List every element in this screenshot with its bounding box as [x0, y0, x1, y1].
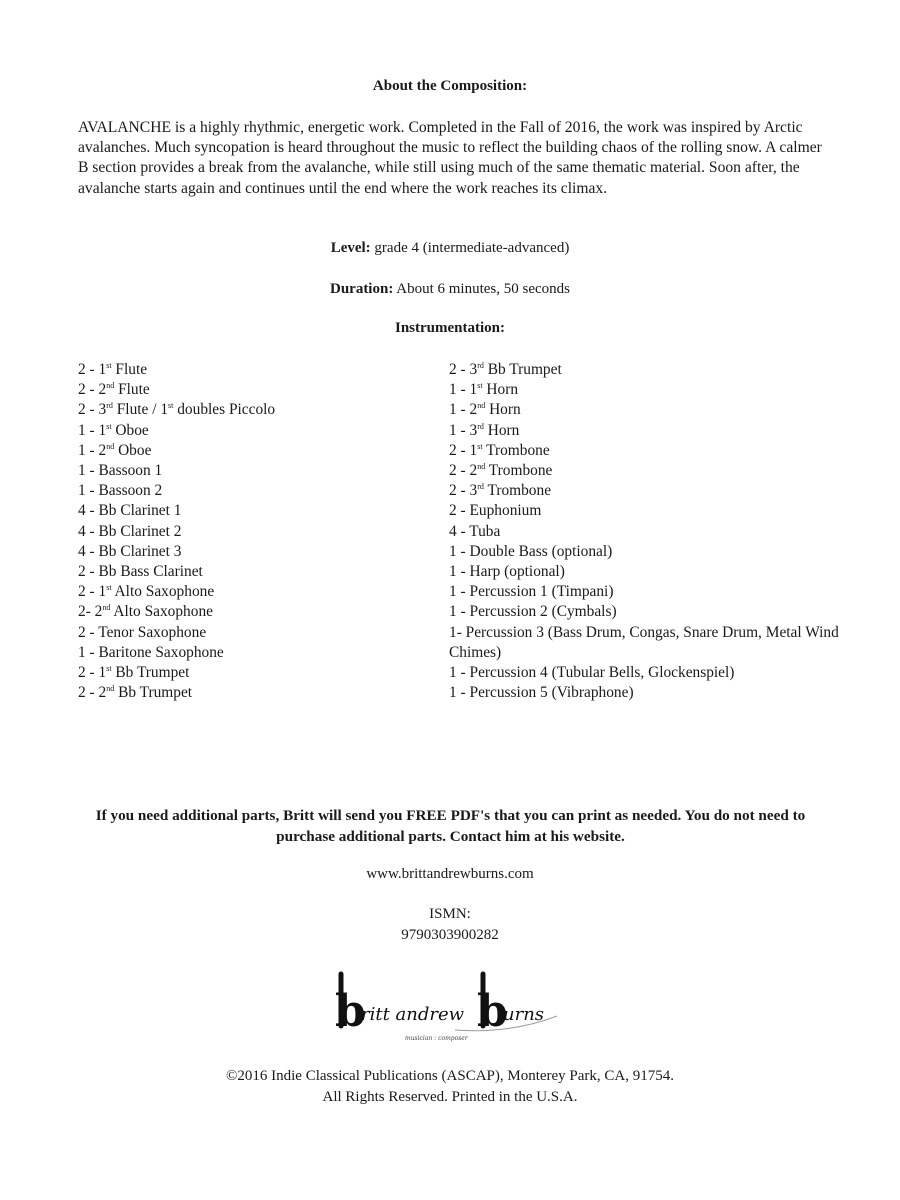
level-label: Level: — [330, 240, 371, 256]
instrument-item-post: Horn — [485, 401, 521, 419]
instrument-item-sup: st — [477, 381, 483, 391]
instrument-item-pre: 4 - Bb Clarinet 3 — [78, 542, 182, 560]
instrument-item — [449, 522, 849, 542]
about-heading: About the Composition: — [372, 78, 528, 94]
instrument-item-pre: 1 - Percussion 2 (Cymbals) — [449, 603, 617, 621]
instrument-item-post: Oboe — [111, 421, 149, 439]
instrument-item — [449, 501, 849, 521]
instrument-item-pre: 1 - Percussion 5 (Vibraphone) — [449, 684, 634, 702]
logo-tagline: musician : composer — [405, 1035, 468, 1042]
instrument-item-pre: 1 - Percussion 4 (Tubular Bells, Glockenspiel) — [449, 664, 735, 682]
instrument-item-post: Bb Trumpet — [114, 684, 193, 702]
instrument-item-pre: 1 - 3 — [449, 421, 478, 439]
instrument-item-sup: rd — [477, 421, 484, 431]
instrument-item — [449, 602, 849, 622]
instrument-item-post: Horn — [483, 421, 520, 439]
instrument-item — [78, 683, 438, 703]
instrument-item-sup: st — [477, 441, 483, 451]
instrument-item-pre: 1 - 1 — [449, 381, 478, 399]
instrument-item-post: Trombone — [485, 462, 553, 480]
instrument-item-post2: doubles Piccolo — [173, 401, 276, 419]
instrument-item-pre: 1 - Percussion 1 (Timpani) — [449, 583, 614, 601]
instrument-item-pre: 4 - Bb Clarinet 2 — [78, 522, 182, 540]
instrument-item — [449, 542, 849, 562]
instrument-item-pre: 2 - 3 — [449, 361, 478, 378]
instrument-item-pre: 4 - Tuba — [449, 522, 501, 540]
logo-b1: b — [335, 986, 366, 1037]
instrument-item-post: Alto Saxophone — [110, 603, 213, 621]
instrument-item-pre: 2 - 3 — [449, 482, 478, 500]
instrument-list-left — [78, 360, 438, 703]
instrument-item-sup: nd — [477, 462, 486, 472]
copyright-block — [0, 1066, 900, 1107]
instrument-item-sup: st — [106, 361, 112, 370]
instrument-item — [449, 623, 849, 663]
instrument-item-pre: 1 - 1 — [78, 421, 107, 439]
instrument-item — [78, 441, 438, 461]
instrument-item-pre: 1- Percussion 3 (Bass Drum, Congas, Snare Drum, Metal Wind Chimes) — [449, 623, 839, 661]
instrument-item-pre: 2 - 1 — [78, 664, 107, 682]
instrument-item-post: Bb Trumpet — [111, 664, 190, 682]
instrument-item-pre: 2 - 1 — [449, 441, 478, 459]
instrument-item — [449, 380, 849, 400]
level-value: grade 4 (intermediate-advanced) — [370, 240, 570, 256]
instrument-item — [78, 623, 438, 643]
instrument-item-pre: 2 - 1 — [78, 361, 107, 378]
instrument-item — [78, 562, 438, 582]
instrument-item-pre: 2 - 3 — [78, 401, 107, 419]
instrument-item-pre: 2 - 2 — [449, 462, 478, 480]
instrument-list-right — [449, 360, 849, 703]
instrument-item-sup: st — [106, 583, 112, 593]
instrument-item — [449, 360, 849, 380]
instrument-item-pre: 1 - Bassoon 1 — [78, 462, 163, 480]
instrument-item — [449, 400, 849, 420]
ismn-label: ISMN: — [429, 906, 471, 922]
instrument-item-post: Trombone — [483, 482, 552, 500]
copyright-line-2: All Rights Reserved. Printed in the U.S.A. — [322, 1088, 578, 1105]
logo-b2: b — [477, 986, 508, 1037]
instrument-item-pre: 2 - 1 — [78, 583, 107, 601]
additional-parts-notice: If you need additional parts, Britt will send you FREE PDF's that you can print as needed. You do not need to purchase additional parts. Contact him at his website. — [95, 807, 806, 845]
instrument-item — [78, 360, 438, 380]
level-line — [0, 240, 900, 257]
instrument-item — [78, 643, 438, 663]
instrument-item-post: Oboe — [114, 441, 152, 459]
instrument-item-sup: nd — [106, 441, 115, 451]
instrument-item-pre: 2 - 2 — [78, 684, 107, 702]
duration-line — [0, 281, 900, 298]
instrument-item — [78, 461, 438, 481]
instrument-item-post: Horn — [482, 381, 519, 399]
instrument-item-pre: 2 - Tenor Saxophone — [78, 623, 207, 641]
instrument-item-post: Alto Saxophone — [111, 583, 215, 601]
instrument-item — [449, 683, 849, 703]
instrument-item — [78, 380, 438, 400]
copyright-line-1: ©2016 Indie Classical Publications (ASCAP), Monterey Park, CA, 91754. — [225, 1068, 675, 1084]
instrument-item-post: Flute — [111, 361, 148, 378]
instrumentation-heading: Instrumentation: — [394, 320, 505, 336]
instrument-item-pre: 2 - Bb Bass Clarinet — [78, 563, 203, 581]
instrument-item-sup: st — [106, 664, 112, 674]
instrument-item-post: Bb Trumpet — [483, 361, 562, 378]
instrument-item-sup: nd — [477, 401, 486, 411]
about-paragraph: AVALANCHE is a highly rhythmic, energetic work. Completed in the Fall of 2016, the work was inspired by Arctic avalanches. Much syncopation is heard throughout the music to reflect the building chaos of the rolling snow. A calmer B section provides a break from the avalanche, while still using much of the same thematic material. Soon after, the avalanche starts again and continues until the end where the work reaches its climax. — [78, 119, 822, 197]
instrument-item — [78, 542, 438, 562]
instrument-item-pre: 1 - Bassoon 2 — [78, 482, 163, 500]
instrument-item-post: Flute — [114, 381, 150, 399]
instrument-item-pre: 2 - 2 — [78, 381, 107, 399]
instrument-item — [449, 663, 849, 683]
instrument-item — [449, 582, 849, 602]
instrument-item — [78, 421, 438, 441]
instrument-item — [78, 582, 438, 602]
instrument-item-pre: 1 - Harp (optional) — [449, 563, 565, 581]
duration-label: Duration: — [329, 281, 394, 297]
instrument-item-post: Trombone — [482, 441, 550, 459]
instrument-item-pre: 1 - Double Bass (optional) — [449, 542, 613, 560]
instrument-item — [449, 461, 849, 481]
logo-text1: ritt andrew — [361, 1004, 465, 1025]
instrument-item — [78, 481, 438, 501]
instrument-item — [449, 481, 849, 501]
instrument-item — [78, 602, 438, 622]
instrument-item — [449, 562, 849, 582]
instrument-item-sup: rd — [477, 482, 484, 492]
instrument-item — [78, 663, 438, 683]
instrument-item — [449, 421, 849, 441]
ismn-value: 9790303900282 — [401, 927, 499, 943]
instrument-item — [78, 400, 438, 420]
composer-logo — [335, 968, 565, 1046]
instrument-item-pre: 2 - Euphonium — [449, 502, 542, 520]
instrument-item-sup: rd — [477, 361, 484, 370]
instrument-item-post: Flute / 1 — [112, 401, 169, 419]
instrument-item-sup2: st — [168, 401, 174, 411]
instrument-item — [78, 522, 438, 542]
instrument-item-sup: nd — [106, 684, 115, 694]
instrument-item-pre: 2- 2 — [78, 603, 103, 621]
website-link[interactable]: www.brittandrewburns.com — [366, 866, 534, 882]
logo-text2: urns — [503, 1004, 545, 1025]
duration-value: About 6 minutes, 50 seconds — [393, 281, 570, 297]
instrument-item-pre: 1 - Baritone Saxophone — [78, 643, 224, 661]
instrument-item-sup: rd — [106, 401, 113, 411]
instrument-item-sup: nd — [102, 603, 111, 613]
instrument-item — [449, 441, 849, 461]
instrument-item-pre: 1 - 2 — [449, 401, 478, 419]
instrument-item-sup: nd — [106, 381, 115, 391]
instrument-item-pre: 1 - 2 — [78, 441, 107, 459]
instrument-item-pre: 4 - Bb Clarinet 1 — [78, 502, 182, 520]
instrument-item-sup: st — [106, 421, 112, 431]
instrument-item — [78, 501, 438, 521]
